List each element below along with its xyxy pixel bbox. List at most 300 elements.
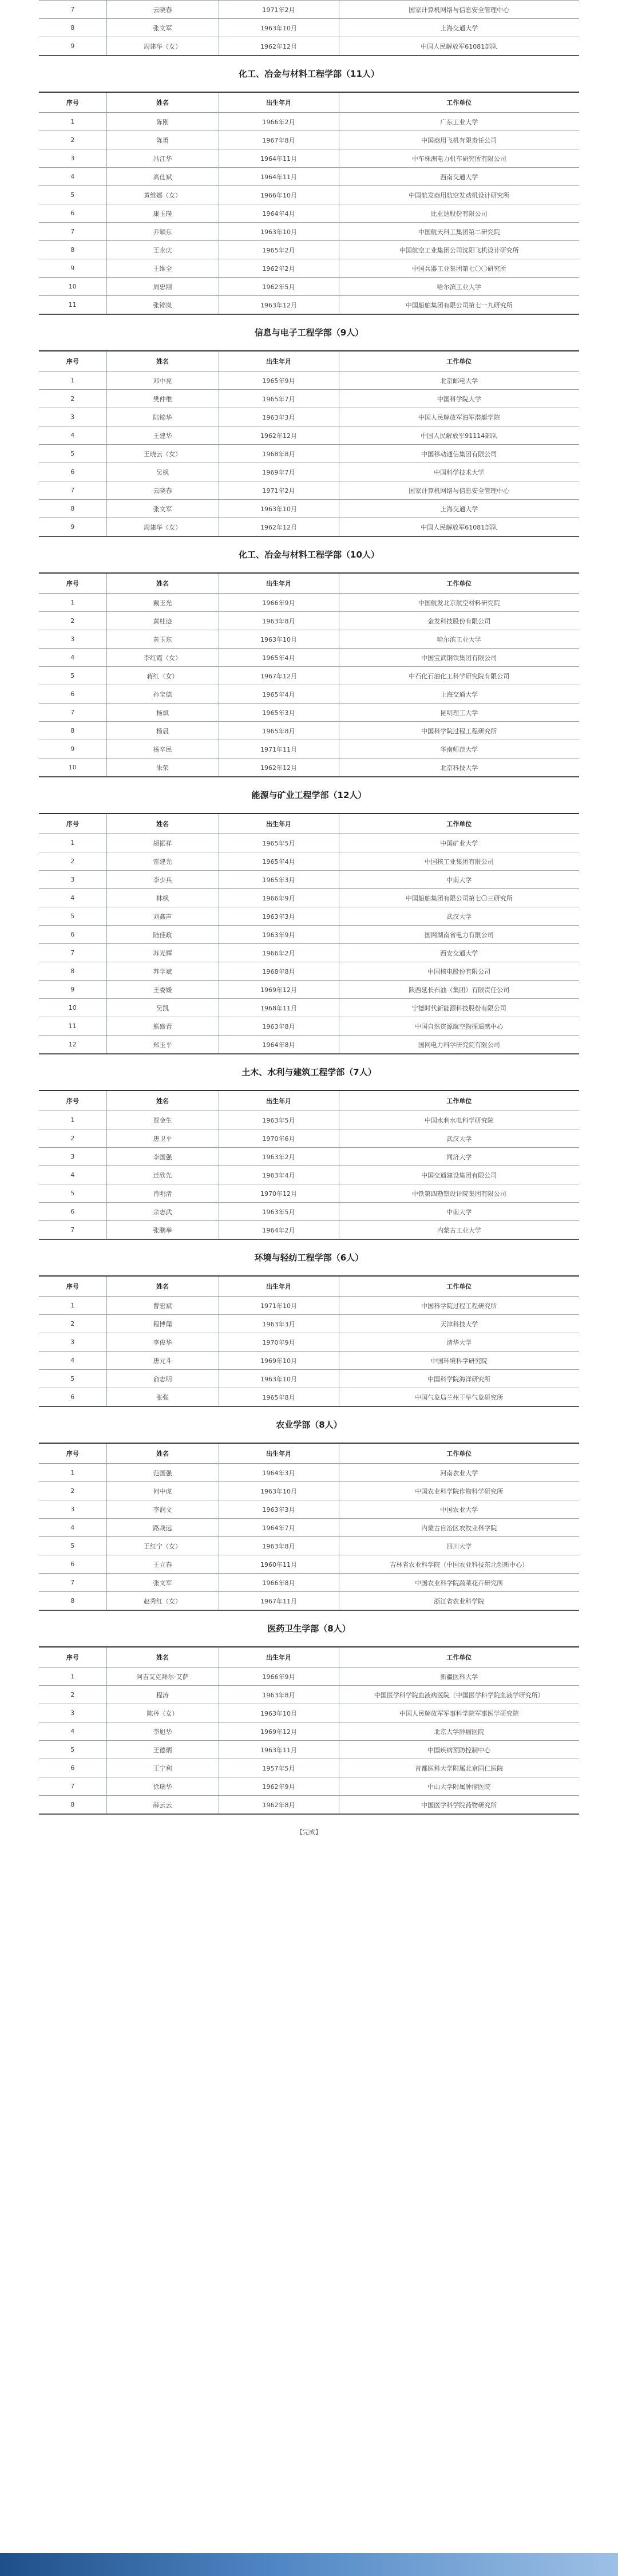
column-header-birth: 出生年月 xyxy=(219,1647,339,1668)
table-row xyxy=(39,518,579,537)
cell-name: 张文军 xyxy=(106,19,219,37)
cell-birth: 1963年2月 xyxy=(219,1148,339,1166)
cell-name: 孙宝德 xyxy=(106,685,219,704)
cell-index: 9 xyxy=(39,259,106,278)
cell-name: 苏光辉 xyxy=(106,944,219,962)
table-row xyxy=(39,149,579,168)
cell-employer: 中国农业科学院作物科学研究所 xyxy=(339,1482,579,1500)
cell-birth: 1971年11月 xyxy=(219,740,339,758)
cell-index: 11 xyxy=(39,1017,106,1036)
cell-name: 陆佳政 xyxy=(106,926,219,944)
cell-name: 杨斌 xyxy=(106,704,219,722)
column-header-index: 序号 xyxy=(39,1276,106,1297)
column-header-birth: 出生年月 xyxy=(219,813,339,834)
column-header-index: 序号 xyxy=(39,813,106,834)
cell-employer: 中车株洲电力机车研究所有限公司 xyxy=(339,149,579,168)
cell-index: 9 xyxy=(39,981,106,999)
cell-employer: 武汉大学 xyxy=(339,907,579,926)
table-row xyxy=(39,1574,579,1592)
table-row xyxy=(39,722,579,740)
cell-employer: 中国船舶集团有限公司第七〇三研究所 xyxy=(339,889,579,907)
column-header-index: 序号 xyxy=(39,1647,106,1668)
cell-employer: 中国航发北京航空材料研究院 xyxy=(339,594,579,612)
cell-index: 3 xyxy=(39,1704,106,1722)
cell-birth: 1969年12月 xyxy=(219,981,339,999)
cell-name: 胡振祥 xyxy=(106,834,219,852)
cell-index: 10 xyxy=(39,278,106,296)
cell-birth: 1965年3月 xyxy=(219,871,339,889)
cell-name: 阿吉艾克拜尔·艾萨 xyxy=(106,1668,219,1686)
cell-index: 6 xyxy=(39,1203,106,1221)
cell-birth: 1963年5月 xyxy=(219,1203,339,1221)
column-header-index: 序号 xyxy=(39,573,106,594)
cell-birth: 1965年2月 xyxy=(219,241,339,259)
table-row xyxy=(39,241,579,259)
column-header-birth: 出生年月 xyxy=(219,92,339,113)
cell-employer: 中国医学科学院血液病医院（中国医学科学院血液学研究所） xyxy=(339,1686,579,1704)
cell-birth: 1963年3月 xyxy=(219,1500,339,1519)
cell-employer: 北京科技大学 xyxy=(339,758,579,777)
cell-index: 5 xyxy=(39,907,106,926)
column-header-name: 姓名 xyxy=(106,351,219,372)
cell-name: 李红霞（女） xyxy=(106,649,219,667)
table-row xyxy=(39,1500,579,1519)
cell-employer: 清华大学 xyxy=(339,1333,579,1352)
table-row xyxy=(39,1722,579,1741)
cell-index: 5 xyxy=(39,667,106,685)
table-row xyxy=(39,113,579,131)
cell-employer: 中国科学技术大学 xyxy=(339,463,579,481)
column-header-employer: 工作单位 xyxy=(339,1276,579,1297)
cell-name: 程涛 xyxy=(106,1686,219,1704)
cell-employer: 陕西延长石油（集团）有限责任公司 xyxy=(339,981,579,999)
cell-birth: 1963年10月 xyxy=(219,1370,339,1388)
cell-name: 张文军 xyxy=(106,1574,219,1592)
table-row xyxy=(39,19,579,37)
cell-name: 何中虎 xyxy=(106,1482,219,1500)
cell-birth: 1963年11月 xyxy=(219,1741,339,1759)
cell-name: 李俊华 xyxy=(106,1333,219,1352)
section-title: 能源与矿业工程学部（12人） xyxy=(251,790,367,800)
table-row xyxy=(39,649,579,667)
cell-index: 4 xyxy=(39,649,106,667)
section-title: 医药卫生学部（8人） xyxy=(267,1623,351,1634)
cell-name: 贾金生 xyxy=(106,1111,219,1129)
cell-index: 2 xyxy=(39,852,106,871)
table-row xyxy=(39,168,579,186)
cell-employer: 中国商用飞机有限责任公司 xyxy=(339,131,579,149)
cell-name: 吴凯 xyxy=(106,999,219,1017)
cell-birth: 1966年8月 xyxy=(219,1574,339,1592)
section-title: 农业学部（8人） xyxy=(276,1420,342,1430)
column-header-name: 姓名 xyxy=(106,1443,219,1464)
cell-name: 王晓云（女） xyxy=(106,445,219,463)
table-row xyxy=(39,852,579,871)
cell-name: 张文军 xyxy=(106,500,219,518)
cell-employer: 中国疾病预防控制中心 xyxy=(339,1741,579,1759)
column-header-birth: 出生年月 xyxy=(219,573,339,594)
cell-employer: 金发科技股份有限公司 xyxy=(339,612,579,630)
cell-birth: 1965年7月 xyxy=(219,390,339,408)
table-row xyxy=(39,594,579,612)
table-row xyxy=(39,186,579,204)
cell-birth: 1963年9月 xyxy=(219,926,339,944)
cell-birth: 1964年2月 xyxy=(219,1221,339,1240)
cell-employer: 中国移动通信集团有限公司 xyxy=(339,445,579,463)
cell-name: 李国强 xyxy=(106,1148,219,1166)
cell-birth: 1963年10月 xyxy=(219,19,339,37)
section-title: 土木、水利与建筑工程学部（7人） xyxy=(241,1067,377,1077)
table-row xyxy=(39,1184,579,1203)
cell-index: 5 xyxy=(39,1741,106,1759)
cell-employer: 吉林省农业科学院（中国农业科技东北创新中心） xyxy=(339,1555,579,1574)
cell-employer: 国家计算机网络与信息安全管理中心 xyxy=(339,1,579,19)
column-header-name: 姓名 xyxy=(106,573,219,594)
table-row xyxy=(39,426,579,445)
table-row xyxy=(39,1203,579,1221)
cell-index: 4 xyxy=(39,426,106,445)
cell-name: 王德炳 xyxy=(106,1741,219,1759)
cell-index: 6 xyxy=(39,463,106,481)
cell-name: 王委媛 xyxy=(106,981,219,999)
table-header-row xyxy=(39,1091,579,1111)
cell-name: 张鹏举 xyxy=(106,1221,219,1240)
cell-name: 迁欣先 xyxy=(106,1166,219,1184)
cell-index: 1 xyxy=(39,594,106,612)
cell-birth: 1966年9月 xyxy=(219,594,339,612)
table-row xyxy=(39,685,579,704)
cell-index: 8 xyxy=(39,500,106,518)
cell-name: 路战远 xyxy=(106,1519,219,1537)
cell-name: 冯江华 xyxy=(106,149,219,168)
cell-name: 杨晨 xyxy=(106,722,219,740)
cell-birth: 1965年3月 xyxy=(219,704,339,722)
cell-employer: 中国人民解放军海军潜艇学院 xyxy=(339,408,579,426)
table-row xyxy=(39,834,579,852)
cell-index: 2 xyxy=(39,1315,106,1333)
column-header-index: 序号 xyxy=(39,1443,106,1464)
cell-index: 3 xyxy=(39,149,106,168)
cell-index: 5 xyxy=(39,445,106,463)
table-row xyxy=(39,372,579,390)
table-row xyxy=(39,926,579,944)
table-row xyxy=(39,1555,579,1574)
cell-employer: 中国科学院海洋研究所 xyxy=(339,1370,579,1388)
column-header-employer: 工作单位 xyxy=(339,351,579,372)
cell-employer: 北京大学肿瘤医院 xyxy=(339,1722,579,1741)
cell-name: 范国强 xyxy=(106,1464,219,1482)
cell-birth: 1963年10月 xyxy=(219,630,339,649)
cell-birth: 1960年11月 xyxy=(219,1555,339,1574)
cell-name: 张锦岚 xyxy=(106,296,219,315)
cell-employer: 上海交通大学 xyxy=(339,500,579,518)
cell-birth: 1963年3月 xyxy=(219,408,339,426)
table-row xyxy=(39,1482,579,1500)
cell-birth: 1962年12月 xyxy=(219,37,339,56)
cell-employer: 华南师范大学 xyxy=(339,740,579,758)
cell-name: 朱荣 xyxy=(106,758,219,777)
cell-birth: 1965年8月 xyxy=(219,722,339,740)
cell-name: 王红宁（女） xyxy=(106,1537,219,1555)
cell-name: 周忠刚 xyxy=(106,278,219,296)
cell-index: 5 xyxy=(39,1370,106,1388)
cell-employer: 西安交通大学 xyxy=(339,944,579,962)
table-row xyxy=(39,1686,579,1704)
cell-birth: 1962年12月 xyxy=(219,758,339,777)
cell-index: 4 xyxy=(39,1519,106,1537)
cell-birth: 1966年9月 xyxy=(219,889,339,907)
section-title: 信息与电子工程学部（9人） xyxy=(254,327,364,338)
cell-index: 9 xyxy=(39,740,106,758)
table-row xyxy=(39,1315,579,1333)
table-header-row xyxy=(39,1647,579,1668)
table-row xyxy=(39,1148,579,1166)
roster-table xyxy=(39,0,579,56)
cell-employer: 同济大学 xyxy=(339,1148,579,1166)
cell-index: 2 xyxy=(39,1129,106,1148)
cell-birth: 1964年8月 xyxy=(219,1036,339,1054)
cell-index: 8 xyxy=(39,962,106,981)
cell-name: 高仕斌 xyxy=(106,168,219,186)
cell-employer: 中国气象局兰州干旱气象研究所 xyxy=(339,1388,579,1407)
cell-employer: 中国核工业集团有限公司 xyxy=(339,852,579,871)
table-row xyxy=(39,758,579,777)
column-header-index: 序号 xyxy=(39,1091,106,1111)
cell-index: 8 xyxy=(39,1592,106,1611)
table-row xyxy=(39,667,579,685)
table-row xyxy=(39,907,579,926)
cell-employer: 哈尔滨工业大学 xyxy=(339,630,579,649)
cell-birth: 1970年12月 xyxy=(219,1184,339,1203)
table-row xyxy=(39,871,579,889)
column-header-employer: 工作单位 xyxy=(339,1091,579,1111)
table-row xyxy=(39,1,579,19)
table-row xyxy=(39,630,579,649)
cell-index: 5 xyxy=(39,1537,106,1555)
table-row xyxy=(39,408,579,426)
roster-table xyxy=(39,350,579,537)
cell-name: 熊盛青 xyxy=(106,1017,219,1036)
cell-birth: 1970年6月 xyxy=(219,1129,339,1148)
cell-employer: 中国科学院过程工程研究所 xyxy=(339,1297,579,1315)
cell-birth: 1963年10月 xyxy=(219,223,339,241)
cell-birth: 1964年11月 xyxy=(219,168,339,186)
column-header-birth: 出生年月 xyxy=(219,1091,339,1111)
table-row xyxy=(39,999,579,1017)
table-row xyxy=(39,1464,579,1482)
cell-birth: 1964年3月 xyxy=(219,1464,339,1482)
cell-employer: 中南大学 xyxy=(339,1203,579,1221)
cell-employer: 中国宝武钢铁集团有限公司 xyxy=(339,649,579,667)
column-header-employer: 工作单位 xyxy=(339,813,579,834)
column-header-index: 序号 xyxy=(39,92,106,113)
cell-employer: 新疆医科大学 xyxy=(339,1668,579,1686)
cell-birth: 1963年10月 xyxy=(219,1482,339,1500)
cell-birth: 1966年10月 xyxy=(219,186,339,204)
table-row xyxy=(39,500,579,518)
cell-name: 周建华（女） xyxy=(106,518,219,537)
cell-employer: 中国水利水电科学研究院 xyxy=(339,1111,579,1129)
cell-employer: 广东工业大学 xyxy=(339,113,579,131)
table-row xyxy=(39,1036,579,1054)
cell-birth: 1966年2月 xyxy=(219,113,339,131)
cell-index: 8 xyxy=(39,1796,106,1815)
cell-name: 郑玉平 xyxy=(106,1036,219,1054)
table-row xyxy=(39,612,579,630)
cell-employer: 国家计算机网络与信息安全管理中心 xyxy=(339,481,579,500)
cell-birth: 1968年8月 xyxy=(219,445,339,463)
table-row xyxy=(39,1166,579,1184)
cell-index: 6 xyxy=(39,1388,106,1407)
table-row xyxy=(39,962,579,981)
cell-birth: 1963年10月 xyxy=(219,1704,339,1722)
cell-employer: 中国人民解放军91114部队 xyxy=(339,426,579,445)
cell-name: 戴玉光 xyxy=(106,594,219,612)
table-row xyxy=(39,481,579,500)
cell-index: 4 xyxy=(39,1722,106,1741)
table-header-row xyxy=(39,1276,579,1297)
cell-name: 乔颖东 xyxy=(106,223,219,241)
table-row xyxy=(39,1592,579,1611)
table-row xyxy=(39,1221,579,1240)
cell-index: 1 xyxy=(39,113,106,131)
cell-index: 8 xyxy=(39,722,106,740)
cell-employer: 国网电力科学研究院有限公司 xyxy=(339,1036,579,1054)
section-title: 化工、冶金与材料工程学部（10人） xyxy=(239,550,379,560)
cell-birth: 1962年8月 xyxy=(219,1796,339,1815)
cell-index: 2 xyxy=(39,390,106,408)
cell-birth: 1969年12月 xyxy=(219,1722,339,1741)
column-header-employer: 工作单位 xyxy=(339,1647,579,1668)
cell-index: 1 xyxy=(39,1111,106,1129)
cell-name: 云晓春 xyxy=(106,1,219,19)
cell-employer: 内蒙古自治区农牧业科学院 xyxy=(339,1519,579,1537)
cell-birth: 1963年4月 xyxy=(219,1166,339,1184)
cell-index: 3 xyxy=(39,1148,106,1166)
cell-birth: 1971年10月 xyxy=(219,1297,339,1315)
cell-name: 曹宏斌 xyxy=(106,1297,219,1315)
table-row xyxy=(39,390,579,408)
cell-name: 陈丹（女） xyxy=(106,1704,219,1722)
cell-name: 李润文 xyxy=(106,1500,219,1519)
cell-birth: 1968年8月 xyxy=(219,962,339,981)
cell-index: 6 xyxy=(39,926,106,944)
cell-birth: 1970年9月 xyxy=(219,1333,339,1352)
table-row xyxy=(39,1111,579,1129)
cell-birth: 1966年2月 xyxy=(219,944,339,962)
cell-birth: 1963年10月 xyxy=(219,500,339,518)
cell-birth: 1963年8月 xyxy=(219,1686,339,1704)
table-header-row xyxy=(39,92,579,113)
cell-employer: 上海交通大学 xyxy=(339,685,579,704)
cell-index: 6 xyxy=(39,1555,106,1574)
table-row xyxy=(39,1777,579,1796)
cell-birth: 1963年8月 xyxy=(219,1017,339,1036)
cell-birth: 1962年5月 xyxy=(219,278,339,296)
cell-birth: 1957年5月 xyxy=(219,1759,339,1777)
cell-index: 7 xyxy=(39,1,106,19)
cell-birth: 1963年3月 xyxy=(219,1315,339,1333)
cell-name: 康玉璞 xyxy=(106,204,219,223)
cell-birth: 1962年9月 xyxy=(219,1777,339,1796)
cell-birth: 1964年7月 xyxy=(219,1519,339,1537)
cell-employer: 中国交通建设集团有限公司 xyxy=(339,1166,579,1184)
cell-birth: 1963年8月 xyxy=(219,612,339,630)
cell-birth: 1967年8月 xyxy=(219,131,339,149)
cell-name: 李旭华 xyxy=(106,1722,219,1741)
cell-employer: 西南交通大学 xyxy=(339,168,579,186)
table-row xyxy=(39,259,579,278)
table-header-row xyxy=(39,1443,579,1464)
cell-name: 陈刚 xyxy=(106,113,219,131)
cell-name: 王建华 xyxy=(106,426,219,445)
cell-employer: 中国航发商用航空发动机设计研究所 xyxy=(339,186,579,204)
cell-employer: 中铁第四勘察设计院集团有限公司 xyxy=(339,1184,579,1203)
cell-employer: 首都医科大学附属北京同仁医院 xyxy=(339,1759,579,1777)
cell-index: 8 xyxy=(39,241,106,259)
table-row xyxy=(39,1759,579,1777)
cell-birth: 1969年7月 xyxy=(219,463,339,481)
cell-birth: 1963年12月 xyxy=(219,296,339,315)
cell-birth: 1969年10月 xyxy=(219,1352,339,1370)
table-row xyxy=(39,37,579,56)
table-header-row xyxy=(39,813,579,834)
cell-name: 林枫 xyxy=(106,889,219,907)
cell-name: 黄桂迹 xyxy=(106,612,219,630)
cell-index: 11 xyxy=(39,296,106,315)
cell-birth: 1968年11月 xyxy=(219,999,339,1017)
cell-birth: 1964年4月 xyxy=(219,204,339,223)
cell-employer: 中国农业大学 xyxy=(339,1500,579,1519)
column-header-name: 姓名 xyxy=(106,1276,219,1297)
cell-employer: 中国环境科学研究院 xyxy=(339,1352,579,1370)
cell-birth: 1965年8月 xyxy=(219,1388,339,1407)
cell-name: 唐元斗 xyxy=(106,1352,219,1370)
cell-index: 10 xyxy=(39,999,106,1017)
cell-employer: 国网湖南省电力有限公司 xyxy=(339,926,579,944)
roster-table xyxy=(39,92,579,315)
cell-employer: 中国核电股份有限公司 xyxy=(339,962,579,981)
table-row xyxy=(39,740,579,758)
cell-index: 7 xyxy=(39,944,106,962)
table-row xyxy=(39,1741,579,1759)
cell-birth: 1971年2月 xyxy=(219,481,339,500)
section-title: 环境与轻纺工程学部（6人） xyxy=(254,1253,364,1263)
table-row xyxy=(39,445,579,463)
cell-index: 5 xyxy=(39,186,106,204)
cell-employer: 中国农业科学院蔬菜花卉研究所 xyxy=(339,1574,579,1592)
cell-index: 6 xyxy=(39,204,106,223)
cell-index: 4 xyxy=(39,889,106,907)
table-row xyxy=(39,1333,579,1352)
cell-index: 12 xyxy=(39,1036,106,1054)
cell-name: 吴枫 xyxy=(106,463,219,481)
cell-employer: 浙江省农业科学院 xyxy=(339,1592,579,1611)
cell-index: 3 xyxy=(39,1500,106,1519)
cell-index: 7 xyxy=(39,481,106,500)
cell-employer: 哈尔滨工业大学 xyxy=(339,278,579,296)
bottom-decorative-band xyxy=(0,2553,618,2576)
column-header-birth: 出生年月 xyxy=(219,1443,339,1464)
roster-table xyxy=(39,1275,579,1407)
cell-index: 6 xyxy=(39,685,106,704)
cell-birth: 1965年4月 xyxy=(219,852,339,871)
cell-name: 肖明清 xyxy=(106,1184,219,1203)
table-row xyxy=(39,278,579,296)
column-header-employer: 工作单位 xyxy=(339,92,579,113)
table-row xyxy=(39,223,579,241)
table-header-row xyxy=(39,351,579,372)
